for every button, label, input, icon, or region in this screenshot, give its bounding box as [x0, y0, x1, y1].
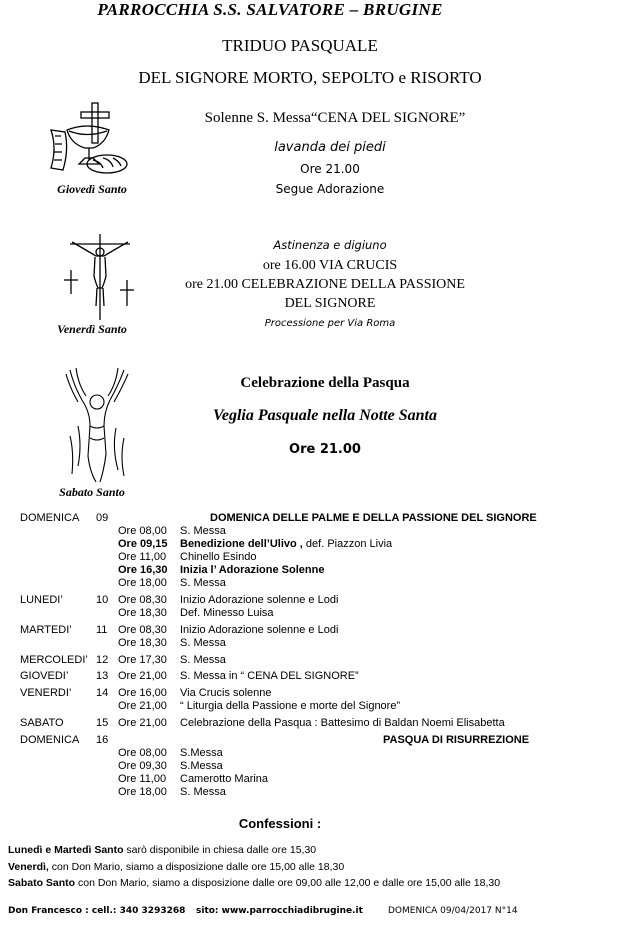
risen-christ-illustration — [60, 366, 135, 484]
schedule-description: Benedizione dell’Ulivo , def. Piazzon Livia — [180, 538, 393, 550]
venerdi-via-crucis: ore 16.00 VIA CRUCIS — [262, 258, 398, 273]
confession-text-1: sarò disponibile in chiesa dalle ore 15,30 — [123, 844, 317, 856]
schedule-description: Def. Minesso Luisa — [180, 607, 274, 619]
schedule-description: S. Messa in “ CENA DEL SIGNORE” — [180, 670, 359, 682]
footer-date: DOMENICA 09/04/2017 N°14 — [388, 906, 518, 916]
schedule-description: Inizio Adorazione solenne e Lodi — [180, 594, 339, 606]
schedule-description: S. Messa — [180, 525, 226, 537]
schedule-date: 11 — [96, 624, 108, 636]
schedule-date: 14 — [96, 687, 109, 699]
chalice-bread-illustration — [45, 100, 135, 180]
schedule-day: LUNEDI’ — [20, 594, 63, 606]
schedule-time: Ore 11,00 — [118, 773, 167, 785]
sabato-vigil: Veglia Pasquale nella Notte Santa — [212, 407, 437, 424]
schedule-description-extra: def. Piazzon Livia — [302, 538, 393, 550]
confession-line-1 — [8, 844, 316, 856]
schedule-date: 10 — [96, 594, 109, 606]
parish-title: PARROCCHIA S.S. SALVATORE – BRUGINE — [97, 0, 443, 19]
schedule-time: Ore 08,30 — [118, 594, 167, 606]
footer-site[interactable]: sito: www.parrocchiadibrugine.it — [196, 906, 363, 916]
footer-contact: Don Francesco : cell.: 340 3293268 — [8, 906, 186, 916]
schedule-date: 13 — [96, 670, 109, 682]
schedule-time: Ore 09,30 — [118, 760, 167, 772]
schedule-description: PASQUA DI RISURREZIONE — [383, 734, 530, 746]
schedule-time: Ore 08,30 — [118, 624, 167, 636]
schedule-description: “ Liturgia della Passione e morte del Signore” — [180, 700, 401, 712]
schedule-time: Ore 21,00 — [118, 700, 167, 712]
schedule-time: Ore 18,30 — [118, 607, 167, 619]
schedule-time: Ore 21,00 — [118, 670, 167, 682]
giovedi-foot-washing: lavanda dei piedi — [274, 140, 386, 155]
confession-text-3: con Don Mario, siamo a disposizione dalle ore 09,00 alle 12,00 e dalle ore 15,00 alle 18,30 — [75, 877, 501, 889]
triduo-subtitle: DEL SIGNORE MORTO, SEPOLTO e RISORTO — [138, 68, 482, 87]
schedule-time: Ore 09,15 — [118, 538, 168, 550]
schedule-day: DOMENICA — [20, 734, 80, 746]
venerdi-label: Venerdì Santo — [57, 322, 127, 336]
schedule-time: Ore 08,00 — [118, 747, 167, 759]
giovedi-time: Ore 21.00 — [300, 162, 360, 176]
schedule-description: Camerotto Marina — [180, 773, 269, 785]
confession-days-3: Sabato Santo — [8, 877, 76, 889]
schedule-time: Ore 21,00 — [118, 717, 167, 729]
confessioni-title: Confessioni : — [238, 816, 322, 831]
schedule-time: Ore 17,30 — [118, 654, 167, 666]
sabato-celebration: Celebrazione della Pasqua — [240, 375, 410, 391]
schedule-description: S.Messa — [180, 747, 223, 759]
giovedi-label: Giovedì Santo — [57, 182, 127, 196]
schedule-time: Ore 16,30 — [118, 564, 168, 576]
confession-line-2 — [8, 861, 344, 873]
schedule-day: SABATO — [20, 717, 64, 729]
sabato-label: Sabato Santo — [59, 485, 125, 499]
confession-line-3 — [8, 877, 500, 889]
schedule-date: 15 — [96, 717, 109, 729]
schedule-description: Chinello Esindo — [180, 551, 257, 563]
schedule-date: 12 — [96, 654, 109, 666]
schedule-day: DOMENICA — [20, 512, 80, 524]
venerdi-passion: ore 21.00 CELEBRAZIONE DELLA PASSIONE — [185, 277, 465, 292]
schedule-description: S. Messa — [180, 654, 226, 666]
schedule-description: Inizio Adorazione solenne e Lodi — [180, 624, 339, 636]
venerdi-procession: Processione per Via Roma — [264, 318, 396, 329]
schedule-date: 09 — [96, 512, 109, 524]
crucifix-illustration — [58, 232, 138, 322]
triduo-title: TRIDUO PASQUALE — [222, 36, 378, 55]
giovedi-mass: Solenne S. Messa“CENA DEL SIGNORE” — [204, 110, 466, 126]
schedule-day: MERCOLEDI’ — [20, 654, 88, 666]
schedule-time: Ore 16,00 — [118, 687, 167, 699]
schedule-description: S. Messa — [180, 786, 226, 798]
schedule-description: S.Messa — [180, 760, 223, 772]
schedule-description: S. Messa — [180, 577, 226, 589]
schedule-date: 16 — [96, 734, 109, 746]
schedule-time: Ore 18,00 — [118, 577, 167, 589]
confession-days-2: Venerdì, — [8, 861, 49, 873]
schedule-day: VENERDI’ — [20, 687, 72, 699]
schedule-description: Celebrazione della Pasqua : Battesimo di Baldan Noemi Elisabetta — [180, 717, 505, 729]
confession-text-2: con Don Mario, siamo a disposizione dalle ore 15,00 alle 18,30 — [48, 861, 345, 873]
schedule-day: MARTEDI’ — [20, 624, 72, 636]
schedule-description: DOMENICA DELLE PALME E DELLA PASSIONE DEL SIGNORE — [210, 512, 537, 524]
venerdi-passion-cont: DEL SIGNORE — [284, 296, 376, 311]
schedule-description: Inizia l’ Adorazione Solenne — [180, 564, 325, 576]
weekly-schedule — [0, 512, 640, 804]
schedule-day: GIOVEDI’ — [20, 670, 69, 682]
schedule-time: Ore 11,00 — [118, 551, 167, 563]
schedule-time: Ore 18,30 — [118, 637, 167, 649]
sabato-time: Ore 21.00 — [289, 442, 361, 457]
venerdi-fasting: Astinenza e digiuno — [273, 238, 387, 252]
confession-days-1: Lunedì e Martedì Santo — [8, 844, 124, 856]
schedule-time: Ore 18,00 — [118, 786, 167, 798]
schedule-description: Via Crucis solenne — [180, 687, 272, 699]
giovedi-adoration: Segue Adorazione — [275, 182, 385, 196]
schedule-time: Ore 08,00 — [118, 525, 167, 537]
schedule-description: S. Messa — [180, 637, 226, 649]
